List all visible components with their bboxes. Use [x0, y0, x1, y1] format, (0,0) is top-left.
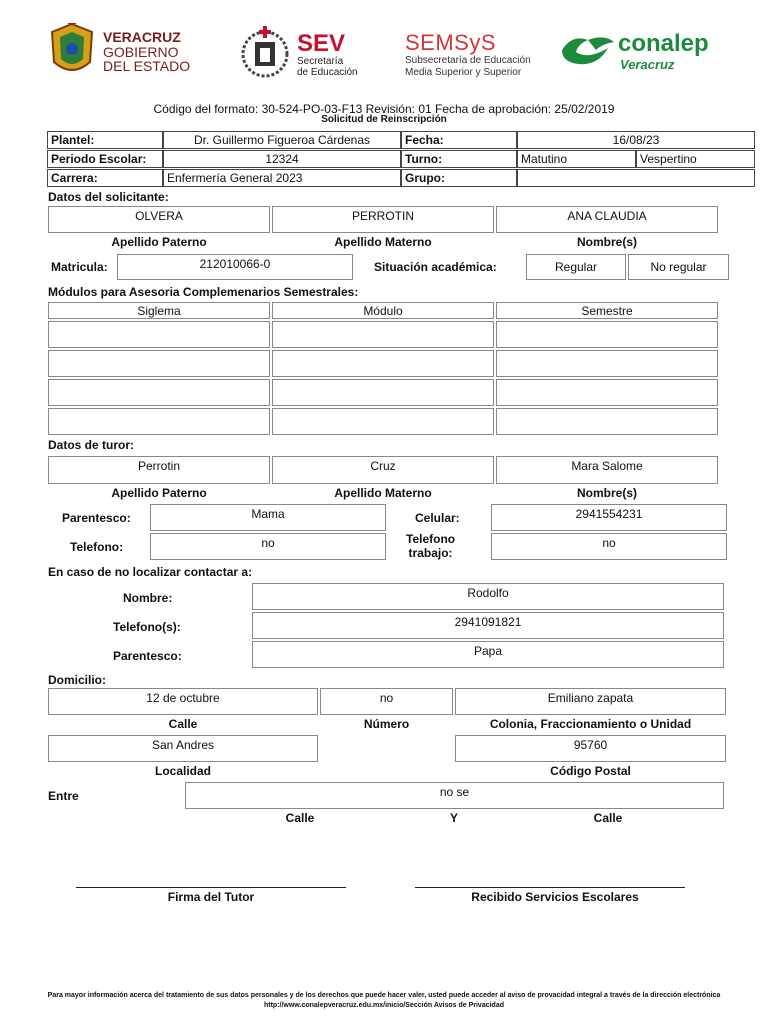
contacto-telefonos-field[interactable]: 2941091821 — [252, 612, 724, 639]
modulos-cell[interactable] — [48, 379, 270, 406]
caption-numero: Número — [363, 717, 410, 731]
tutor-parentesco-field[interactable]: Mama — [150, 504, 386, 531]
domicilio-localidad-field[interactable]: San Andres — [48, 735, 318, 762]
page-title: Solicitud de Reinscripción — [321, 114, 447, 125]
tutor-section-title: Datos de turor: — [48, 438, 135, 452]
entre-label: Entre — [48, 789, 79, 803]
caption-apellido-paterno: Apellido Paterno — [111, 235, 207, 249]
modulos-cell[interactable] — [272, 408, 494, 435]
modulos-cell[interactable] — [496, 321, 718, 348]
grupo-label: Grupo: — [401, 169, 517, 187]
entre-calles-field[interactable]: no se — [185, 782, 724, 809]
situacion-academica-label: Situación académica: — [374, 260, 497, 274]
periodo-label: Periodo Escolar: — [47, 150, 163, 168]
modulos-cell[interactable] — [272, 379, 494, 406]
turno-matutino-option[interactable]: Matutino — [517, 150, 636, 168]
tutor-apellido-paterno-field[interactable]: Perrotin — [48, 456, 270, 484]
sev-subtitle — [297, 56, 358, 78]
domicilio-calle-field[interactable]: 12 de octubre — [48, 688, 318, 715]
turno-vespertino-option[interactable]: Vespertino — [636, 150, 755, 168]
carrera-label: Carrera: — [47, 169, 163, 187]
firma-tutor-caption: Firma del Tutor — [167, 890, 255, 904]
tutor-nombres-field[interactable]: Mara Salome — [496, 456, 718, 484]
contacto-parentesco-label: Parentesco: — [113, 649, 182, 663]
tutor-apellido-materno-field[interactable]: Cruz — [272, 456, 494, 484]
modulos-cell[interactable] — [272, 321, 494, 348]
tutor-telefono-trabajo-label — [406, 532, 455, 561]
caption-colonia: Colonia, Fraccionamiento o Unidad — [489, 717, 692, 731]
modulos-cell[interactable] — [48, 350, 270, 377]
recibido-line — [415, 887, 685, 888]
tutor-caption-nombres: Nombre(s) — [576, 486, 637, 500]
footer-privacy-link[interactable]: http://www.conalepveracruz.edu.mx/inicio/Sección Avisos de Privacidad — [263, 1002, 504, 1009]
plantel-field[interactable]: Dr. Guillermo Figueroa Cárdenas — [163, 131, 401, 149]
plantel-label: Plantel: — [47, 131, 163, 149]
modulos-cell[interactable] — [496, 350, 718, 377]
tutor-telefono-trabajo-field[interactable]: no — [491, 533, 727, 560]
modulos-header-semestre: Semestre — [496, 302, 718, 319]
contacto-nombre-label: Nombre: — [123, 591, 173, 605]
solicitante-apellido-materno-field[interactable]: PERROTIN — [272, 206, 494, 233]
veracruz-shield-logo — [48, 22, 96, 80]
semsys-sub-line-2: Media Superior y Superior — [405, 66, 522, 78]
modulos-header-siglema: Siglema — [48, 302, 270, 319]
modulos-cell[interactable] — [48, 321, 270, 348]
caption-entre-y: Y — [449, 811, 458, 825]
caption-entre-calle-1: Calle — [285, 811, 315, 825]
situacion-regular-option[interactable]: Regular — [526, 254, 626, 280]
contacto-telefonos-label: Telefono(s): — [113, 620, 181, 634]
modulos-section-title: Módulos para Asesoria Complemenarios Semestrales: — [48, 285, 359, 299]
solicitante-nombres-field[interactable]: ANA CLAUDIA — [496, 206, 718, 233]
veracruz-line-2: GOBIERNO — [103, 43, 179, 60]
caption-codigo-postal: Código Postal — [550, 764, 631, 778]
semsys-sub-line-1: Subsecretaría de Educación — [405, 55, 531, 66]
conalep-logo-text: conalep — [618, 30, 709, 57]
veracruz-line-3: DEL ESTADO — [103, 58, 191, 75]
semsys-logo-text: SEMSyS — [405, 30, 497, 55]
modulos-header-modulo: Módulo — [272, 302, 494, 319]
tel-trabajo-label-line-2: trabajo: — [408, 546, 453, 561]
fecha-field[interactable]: 16/08/23 — [517, 131, 755, 149]
caption-nombres: Nombre(s) — [576, 235, 637, 249]
domicilio-section-title: Domicilio: — [48, 673, 107, 687]
recibido-caption: Recibido Servicios Escolares — [471, 890, 639, 904]
fecha-label: Fecha: — [401, 131, 517, 149]
conalep-subtitle: Veracruz — [620, 57, 675, 72]
solicitante-apellido-paterno-field[interactable]: OLVERA — [48, 206, 270, 233]
format-code: Código del formato: 30-524-PO-03-F13 Revisión: 01 Fecha de aprobación: 25/02/2019 — [153, 102, 615, 116]
caption-entre-calle-2: Calle — [593, 811, 623, 825]
domicilio-numero-field[interactable]: no — [320, 688, 453, 715]
turno-label: Turno: — [401, 150, 517, 168]
sev-logo-text: SEV — [297, 30, 346, 57]
grupo-field[interactable] — [517, 169, 755, 187]
conalep-logo-mark — [558, 30, 616, 68]
solicitante-section-title: Datos del solicitante: — [48, 190, 169, 204]
tel-trabajo-label-line-1: Telefono — [406, 532, 456, 546]
tutor-parentesco-label: Parentesco: — [62, 511, 131, 525]
modulos-cell[interactable] — [496, 379, 718, 406]
tutor-caption-apellido-paterno: Apellido Paterno — [111, 486, 207, 500]
semsys-subtitle — [405, 55, 531, 78]
situacion-no-regular-option[interactable]: No regular — [628, 254, 729, 280]
tutor-telefono-label: Telefono: — [70, 540, 124, 554]
tutor-caption-apellido-materno: Apellido Materno — [334, 486, 432, 500]
contacto-section-title: En caso de no localizar contactar a: — [48, 565, 253, 579]
modulos-cell[interactable] — [48, 408, 270, 435]
modulos-cell[interactable] — [496, 408, 718, 435]
footer-privacy-text: Para mayor información acerca del tratamiento de sus datos personales y de los derechos que puede hacer valer, usted puede acceder al aviso de provacidad integral a través de la dirección electrónica — [47, 992, 721, 999]
veracruz-logo-text — [103, 30, 190, 74]
firma-tutor-line — [76, 887, 346, 888]
tutor-telefono-field[interactable]: no — [150, 533, 386, 560]
caption-localidad: Localidad — [154, 764, 211, 778]
periodo-field[interactable]: 12324 — [163, 150, 401, 168]
modulos-cell[interactable] — [272, 350, 494, 377]
contacto-nombre-field[interactable]: Rodolfo — [252, 583, 724, 610]
matricula-field[interactable]: 212010066-0 — [117, 254, 353, 280]
caption-calle: Calle — [168, 717, 198, 731]
matricula-label: Matricula: — [51, 260, 108, 274]
tutor-celular-label: Celular: — [415, 511, 460, 525]
domicilio-colonia-field[interactable]: Emiliano zapata — [455, 688, 726, 715]
domicilio-cp-field[interactable]: 95760 — [455, 735, 726, 762]
tutor-celular-field[interactable]: 2941554231 — [491, 504, 727, 531]
veracruz-line-1: VERACRUZ — [103, 29, 181, 45]
carrera-field[interactable]: Enfermería General 2023 — [163, 169, 401, 187]
sev-sub-line-2: de Educación — [297, 67, 358, 78]
sev-emblem-logo — [240, 24, 290, 80]
caption-apellido-materno: Apellido Materno — [334, 235, 432, 249]
sev-sub-line-1: Secretaría — [297, 56, 344, 67]
contacto-parentesco-field[interactable]: Papa — [252, 641, 724, 668]
